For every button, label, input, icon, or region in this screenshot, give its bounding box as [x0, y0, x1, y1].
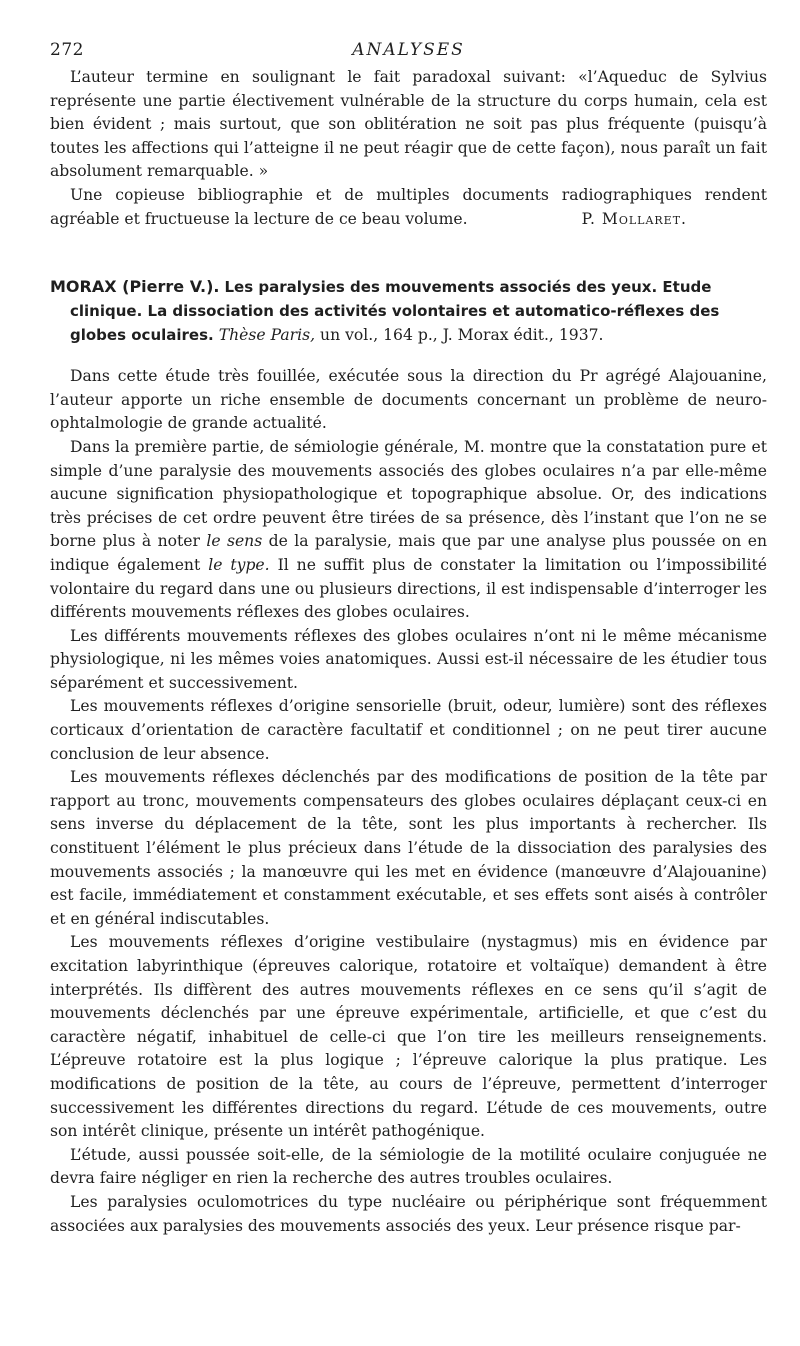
running-title: ANALYSES: [352, 40, 465, 60]
paragraph-with-signature: [50, 184, 767, 231]
review-author: MORAX (Pierre V.).: [50, 277, 220, 297]
paragraph: Les mouvements réflexes d’origine vestibulaire (nystagmus) mis en évidence par excitation labyrinthique (épreuves calorique, rotatoire et voltaïque) demandent à être interprétés. Ils diffèrent des autres mouvements réflexes en ce sens qu’il s’agit de mouvements déclenchés par une épreuve expérimentale, artificielle, et que c’est du caractère négatif, inhabituel de celle-ci que l’on tire les meilleurs renseignements. L’épreuve rotatoire est la plus logique ; l’épreuve calorique la plus pratique. Les modifications de position de la tête, au cours de l’épreuve, permettent d’interroger successivement les différentes directions du regard. L’étude de ces mouvements, outre son intérêt clinique, présente un intérêt pathogénique.: [50, 933, 767, 1141]
paragraph: Les paralysies oculomotrices du type nucléaire ou périphérique sont fréquemment associées aux paralysies des mouvements associés des yeux. Leur présence risque par-: [50, 1192, 767, 1235]
document-page: [50, 36, 767, 1238]
paragraph-text: de la paralysie, mais que par une analyse plus poussée on en indique également: [50, 532, 767, 574]
previous-review-ending: [50, 66, 767, 231]
italic-phrase: le sens: [206, 532, 263, 551]
review-title: Les paralysies des mouvements associés des yeux. Etude clinique. La dissociation des activités volontaires et automatico-réflexes des globes oculaires.: [70, 278, 720, 345]
paragraph: L’étude, aussi poussée soit-elle, de la sémiologie de la motilité oculaire conjuguée ne devra faire négliger en rien la recherche des autres troubles oculaires.: [50, 1145, 767, 1188]
paragraph: Les mouvements réflexes déclenchés par des modifications de position de la tête par rapport au tronc, mouvements compensateurs des globes oculaires déplaçant ceux-ci en sens inverse du déplacement de la tête, sont les plus importants à rechercher. Ils constituent l’élément le plus précieux dans l’étude de la dissociation des paralysies des mouvements associés ; la manœuvre qui les met en évidence (manœuvre d’Alajouanine) est facile, immédiatement et constamment exécutable, et ses effets sont aisés à contrôler et en général indiscutables.: [50, 768, 767, 928]
page-number: 272: [50, 40, 84, 60]
paragraph: Les mouvements réflexes d’origine sensorielle (bruit, odeur, lumière) sont des réflexes corticaux d’orientation de caractère facultatif et conditionnel ; on ne peut tirer aucune conclusion de leur absence.: [50, 697, 767, 763]
reviewer-signature: P. Mollaret.: [581, 209, 687, 228]
paragraph-text: Dans la première partie, de sémiologie générale, M. montre que la constatation pure et simple d’une paralysie des mouvements associés des globes oculaires n’a par elle-même aucune signification physiopathologique et topographique absolue. Or, des indications très précises de cet ordre peuvent être tirées de sa présence, dès l’instant que l’on ne se borne plus à noter: [50, 437, 767, 551]
review-publication-details: un vol., 164 p., J. Morax édit., 1937.: [320, 326, 604, 345]
review-heading: [50, 275, 767, 347]
italic-phrase: le type.: [208, 555, 270, 574]
review-body: [50, 365, 767, 1238]
paragraph-text: Il ne suffit plus de constater la limitation ou l’impossibilité volontaire du regard dans une ou plusieurs directions, il est indispensable d’interroger les différents mouvements réflexes des globes oculaires.: [50, 555, 767, 622]
paragraph: Les différents mouvements réflexes des globes oculaires n’ont ni le même mécanisme physiologique, ni les mêmes voies anatomiques. Aussi est-il nécessaire de les étudier tous séparément et successivement.: [50, 626, 767, 692]
running-head: [50, 36, 767, 66]
paragraph-text: Une copieuse bibliographie et de multiples documents radiographiques rendent agréable et fructueuse la lecture de ce beau volume.: [50, 185, 767, 228]
paragraph: Dans cette étude très fouillée, exécutée sous la direction du Pr agrégé Alajouanine, l’auteur apporte un riche ensemble de documents concernant un problème de neuro-ophtalmologie de grande actualité.: [50, 367, 767, 433]
review-publication-type: Thèse Paris,: [218, 326, 316, 345]
paragraph: [50, 436, 767, 625]
paragraph: L’auteur termine en soulignant le fait paradoxal suivant: «l’Aqueduc de Sylvius représente une partie électivement vulnérable de la structure du corps humain, cela est bien évident ; mais surtout, que son oblitération ne soit pas plus fréquente (puisqu’à toutes les affections qui l’atteigne il ne peut réagir que de cette façon), nous paraît un fait absolument remarquable. »: [50, 68, 767, 181]
